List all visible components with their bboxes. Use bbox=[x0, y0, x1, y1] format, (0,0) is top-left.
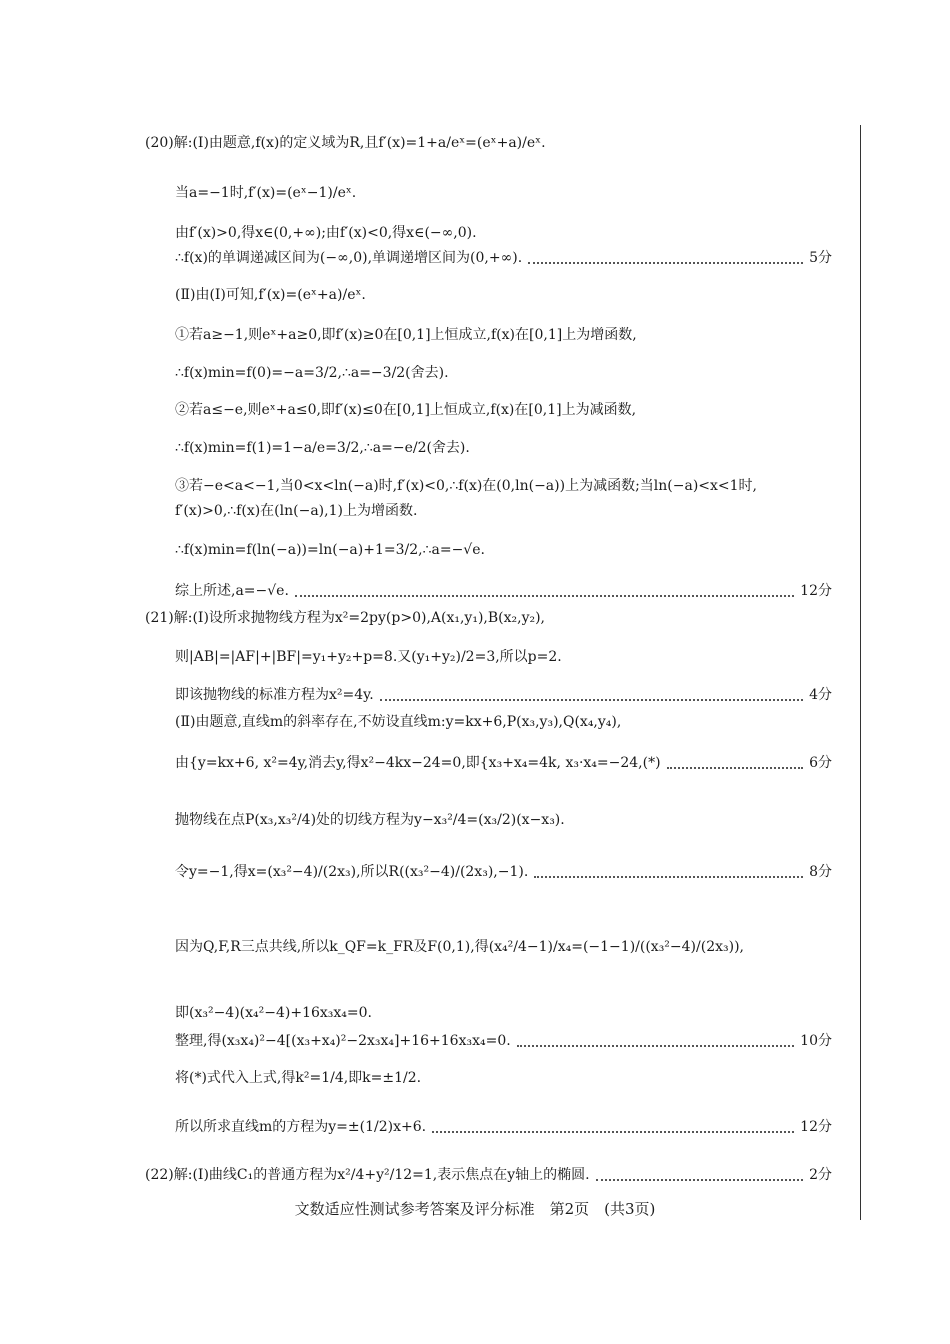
solution-text: ①若a≥−1,则eˣ+a≥0,即f′(x)≥0在[0,1]上恒成立,f(x)在[0,1]上为增函数, bbox=[175, 327, 637, 343]
solution-line bbox=[175, 248, 832, 268]
score-points: 12分 bbox=[800, 583, 832, 599]
solution-text: ③若−e<a<−1,当0<x<ln(−a)时,f′(x)<0,∴f(x)在(0,ln(−a))上为减函数;当ln(−a)<x<1时, bbox=[175, 478, 757, 494]
solution-text: (22)解:(Ⅰ)曲线C₁的普通方程为x²/4+y²/12=1,表示焦点在y轴上的椭圆. bbox=[145, 1167, 590, 1183]
solution-text: 当a=−1时,f′(x)=(eˣ−1)/eˣ. bbox=[175, 185, 357, 201]
solution-text: 令y=−1,得x=(x₃²−4)/(2x₃),所以R((x₃²−4)/(2x₃),−1). bbox=[175, 864, 529, 880]
score-points: 2分 bbox=[809, 1167, 832, 1183]
solution-line bbox=[175, 1003, 832, 1023]
solution-line bbox=[175, 862, 832, 882]
solution-line bbox=[175, 363, 832, 383]
solution-text: (20)解:(Ⅰ)由题意,f(x)的定义域为R,且f′(x)=1+a/eˣ=(eˣ+a)/eˣ. bbox=[145, 135, 546, 151]
solution-line bbox=[175, 183, 832, 203]
solution-text: ∴f(x)min=f(1)=1−a/e=3/2,∴a=−e/2(舍去). bbox=[175, 440, 470, 456]
dot-leader bbox=[667, 765, 804, 769]
dot-leader bbox=[295, 593, 794, 597]
score-points: 4分 bbox=[809, 687, 832, 703]
solution-line bbox=[175, 937, 832, 957]
dot-leader bbox=[517, 1043, 794, 1047]
dot-leader bbox=[528, 260, 803, 264]
solution-text: 将(*)式代入上式,得k²=1/4,即k=±1/2. bbox=[175, 1070, 422, 1086]
solution-text: 即(x₃²−4)(x₄²−4)+16x₃x₄=0. bbox=[175, 1005, 373, 1021]
score-points: 8分 bbox=[809, 864, 832, 880]
solution-text: 则|AB|=|AF|+|BF|=y₁+y₂+p=8.又(y₁+y₂)/2=3,所以p=2. bbox=[175, 649, 562, 665]
solution-line bbox=[175, 810, 832, 830]
solution-line bbox=[175, 1031, 832, 1051]
solution-line bbox=[175, 476, 832, 496]
dot-leader bbox=[432, 1129, 794, 1133]
dot-leader bbox=[534, 874, 803, 878]
solution-line bbox=[175, 1117, 832, 1137]
solution-text: 抛物线在点P(x₃,x₃²/4)处的切线方程为y−x₃²/4=(x₃/2)(x−x₃). bbox=[175, 812, 565, 828]
solution-line bbox=[175, 223, 832, 243]
problem-header-line bbox=[145, 133, 832, 153]
solution-line bbox=[175, 438, 832, 458]
page-footer: 文数适应性测试参考答案及评分标准 第2页 (共3页) bbox=[294, 1200, 656, 1218]
solution-line bbox=[175, 400, 832, 420]
score-points: 6分 bbox=[809, 755, 832, 771]
solution-text: ∴f(x)min=f(0)=−a=3/2,∴a=−3/2(舍去). bbox=[175, 365, 449, 381]
solution-text: ∴f(x)的单调递减区间为(−∞,0),单调递增区间为(0,+∞). bbox=[175, 250, 523, 266]
solution-text: (21)解:(Ⅰ)设所求抛物线方程为x²=2py(p>0),A(x₁,y₁),B(x₂,y₂), bbox=[145, 610, 546, 626]
right-margin-rule bbox=[860, 125, 861, 1220]
solution-line bbox=[175, 685, 832, 705]
solution-text: 因为Q,F,R三点共线,所以k_QF=k_FR及F(0,1),得(x₄²/4−1)/x₄=(−1−1)/((x₃²−4)/(2x₃)), bbox=[175, 939, 744, 955]
solution-text: (Ⅱ)由题意,直线m的斜率存在,不妨设直线m:y=kx+6,P(x₃,y₃),Q(x₄,y₄), bbox=[175, 714, 622, 730]
problem-header-line bbox=[145, 1165, 832, 1185]
solution-text: ∴f(x)min=f(ln(−a))=ln(−a)+1=3/2,∴a=−√e. bbox=[175, 542, 485, 558]
solution-text: f′(x)>0,∴f(x)在(ln(−a),1)上为增函数. bbox=[175, 503, 418, 519]
solution-line bbox=[175, 325, 832, 345]
score-points: 12分 bbox=[800, 1119, 832, 1135]
score-points: 5分 bbox=[809, 250, 832, 266]
solution-line bbox=[175, 540, 832, 560]
solution-line bbox=[175, 753, 832, 773]
solution-text: (Ⅱ)由(Ⅰ)可知,f′(x)=(eˣ+a)/eˣ. bbox=[175, 287, 366, 303]
solution-text: 综上所述,a=−√e. bbox=[175, 583, 289, 599]
solution-text: 由{y=kx+6, x²=4y,消去y,得x²−4kx−24=0,即{x₃+x₄=4k, x₃·x₄=−24,(*) bbox=[175, 755, 661, 771]
solution-line bbox=[175, 647, 832, 667]
solution-text: 整理,得(x₃x₄)²−4[(x₃+x₄)²−2x₃x₄]+16+16x₃x₄=0. bbox=[175, 1033, 511, 1049]
solution-text: 即该抛物线的标准方程为x²=4y. bbox=[175, 687, 374, 703]
solution-text: ②若a≤−e,则eˣ+a≤0,即f′(x)≤0在[0,1]上恒成立,f(x)在[0,1]上为减函数, bbox=[175, 402, 637, 418]
solution-line bbox=[175, 285, 832, 305]
solution-line bbox=[175, 712, 832, 732]
dot-leader bbox=[380, 697, 803, 701]
solution-line bbox=[175, 581, 832, 601]
solution-line bbox=[175, 1068, 832, 1088]
solution-line bbox=[175, 501, 832, 521]
problem-header-line bbox=[145, 608, 832, 628]
solution-text: 由f′(x)>0,得x∈(0,+∞);由f′(x)<0,得x∈(−∞,0). bbox=[175, 225, 477, 241]
dot-leader bbox=[596, 1177, 803, 1181]
score-points: 10分 bbox=[800, 1033, 832, 1049]
solution-text: 所以所求直线m的方程为y=±(1/2)x+6. bbox=[175, 1119, 427, 1135]
